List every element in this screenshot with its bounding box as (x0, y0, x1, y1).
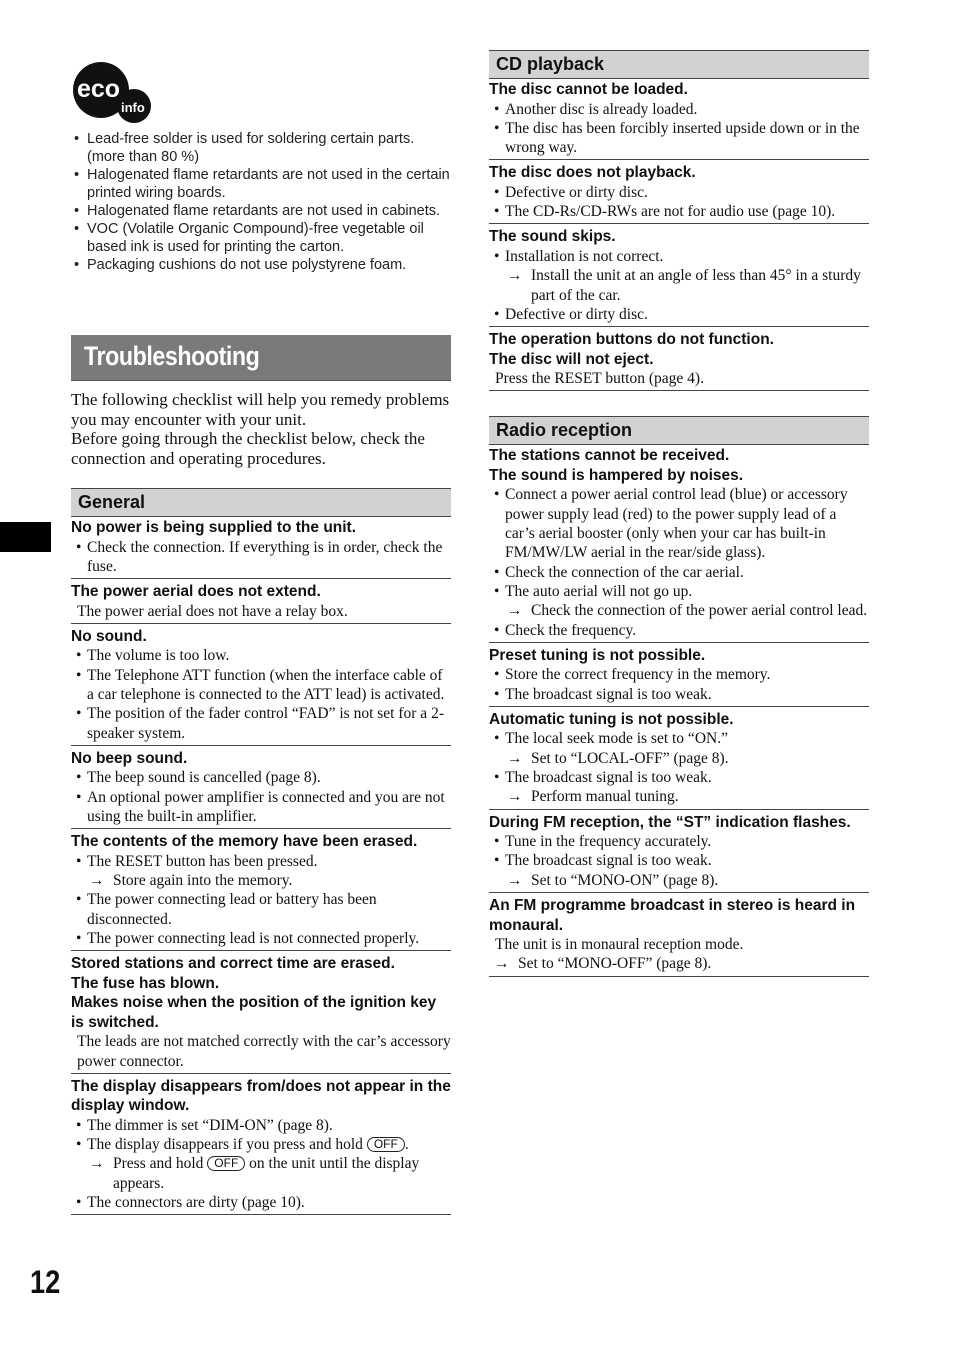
cause-bullet: • Check the connection. If everything is in order, check the fuse. (71, 538, 451, 577)
cause-bullet: • The RESET button has been pressed. (71, 852, 451, 871)
cause-bullet: • Store the correct frequency in the memory. (489, 665, 869, 684)
problem-heading: The sound is hampered by noises. (489, 466, 744, 484)
trouble-item (489, 896, 869, 977)
problem-heading: No beep sound. (71, 749, 188, 767)
cause-bullet: • Check the frequency. (489, 621, 869, 640)
section-heading: CD playback (489, 50, 869, 79)
cause-bullet: • The CD-Rs/CD-RWs are not for audio use (page 10). (489, 202, 869, 221)
section-title-bar (71, 335, 451, 381)
remedy-arrow: → Install the unit at an angle of less than 45° in a sturdy part of the car. (489, 266, 869, 305)
problem-heading: No sound. (71, 627, 147, 645)
eco-logo-word: eco (77, 75, 121, 103)
chapter-tab (0, 522, 51, 552)
problem-heading: During FM reception, the “ST” indication flashes. (489, 813, 851, 831)
eco-info-list (72, 130, 450, 274)
cause-bullet (71, 1135, 451, 1154)
intro-paragraph: Before going through the checklist below, check the connection and operating procedures. (71, 429, 425, 468)
cause-bullet: • The broadcast signal is too weak. (489, 851, 869, 870)
cause-bullet: • The position of the fader control “FAD” is not set for a 2-speaker system. (71, 704, 451, 743)
list-item: • Packaging cushions do not use polystyrene foam. (72, 256, 450, 274)
problem-heading: An FM programme broadcast in stereo is heard in monaural. (489, 897, 856, 934)
problem-heading: Makes noise when the position of the ignition key is switched. (71, 994, 437, 1031)
trouble-item (489, 710, 869, 810)
problem-heading: The disc does not playback. (489, 164, 696, 182)
list-item: • Halogenated flame retardants are not used in cabinets. (72, 202, 450, 220)
problem-heading: The sound skips. (489, 228, 616, 246)
cause-text: The unit is in monaural reception mode. (495, 936, 744, 954)
off-key-symbol: OFF (207, 1156, 245, 1171)
problem-heading: The disc will not eject. (489, 350, 654, 368)
trouble-item (489, 446, 869, 642)
trouble-item (71, 582, 451, 624)
page-title: Troubleshooting (84, 341, 260, 371)
problem-heading: The disc cannot be loaded. (489, 81, 688, 98)
cause-bullet: • The dimmer is set “DIM-ON” (page 8). (71, 1116, 451, 1135)
trouble-item (71, 518, 451, 579)
general-section (71, 488, 451, 1218)
cause-bullet: • The disc has been forcibly inserted upside down or in the wrong way. (489, 119, 869, 158)
cause-bullet: • The broadcast signal is too weak. (489, 685, 869, 704)
trouble-item (71, 832, 451, 951)
right-column (489, 50, 869, 980)
cause-bullet: • The Telephone ATT function (when the interface cable of a car telephone is connected to the ATT lead) is activated. (71, 666, 451, 705)
cause-bullet: • The auto aerial will not go up. (489, 582, 869, 601)
problem-heading: The contents of the memory have been erased. (71, 833, 418, 851)
cause-bullet: • The power connecting lead is not connected properly. (71, 929, 451, 948)
remedy-arrow: → Set to “MONO-OFF” (page 8). (489, 954, 869, 973)
trouble-item (71, 954, 451, 1074)
trouble-item (489, 227, 869, 327)
list-item: • Lead-free solder is used for soldering certain parts. (more than 80 %) (72, 130, 450, 166)
cause-bullet: • Defective or dirty disc. (489, 183, 869, 202)
intro-text (71, 390, 453, 468)
cause-text: Press the RESET button (page 4). (495, 370, 704, 388)
trouble-item (489, 813, 869, 893)
off-key-symbol: OFF (367, 1137, 405, 1152)
cause-bullet: • The beep sound is cancelled (page 8). (71, 768, 451, 787)
cause-bullet: • The connectors are dirty (page 10). (71, 1193, 451, 1212)
problem-heading: Automatic tuning is not possible. (489, 710, 734, 728)
cause-bullet: • The power connecting lead or battery has been disconnected. (71, 890, 451, 929)
problem-heading: No power is being supplied to the unit. (71, 519, 357, 536)
trouble-item (489, 646, 869, 707)
problem-heading: The operation buttons do not function. (489, 331, 774, 349)
trouble-item (71, 1077, 451, 1215)
cause-text: . (404, 1136, 409, 1154)
remedy-arrow: → Set to “LOCAL-OFF” (page 8). (489, 749, 869, 768)
cause-text: The power aerial does not have a relay box. (77, 602, 348, 620)
remedy-arrow: → Store again into the memory. (71, 871, 451, 890)
cause-bullet: • Tune in the frequency accurately. (489, 832, 869, 851)
cause-bullet: • Installation is not correct. (489, 247, 869, 266)
list-item: • Halogenated flame retardants are not used in the certain printed wiring boards. (72, 166, 450, 202)
problem-heading: The display disappears from/does not appear in the display window. (71, 1077, 451, 1115)
page-number: 12 (30, 1264, 61, 1300)
remedy-arrow: → Set to “MONO-ON” (page 8). (489, 871, 869, 890)
problem-heading: Stored stations and correct time are erased. (71, 955, 395, 973)
remedy-arrow (71, 1154, 451, 1193)
section-heading: Radio reception (489, 416, 869, 445)
cause-bullet: • Another disc is already loaded. (489, 100, 869, 119)
problem-heading: The fuse has blown. (71, 974, 220, 992)
eco-info-logo (72, 60, 152, 126)
remedy-arrow: → Perform manual tuning. (489, 787, 869, 806)
cause-bullet: • The local seek mode is set to “ON.” (489, 729, 869, 748)
trouble-item (489, 80, 869, 160)
list-item: • VOC (Volatile Organic Compound)-free vegetable oil based ink is used for printing the carton. (72, 220, 450, 256)
cause-bullet: • Check the connection of the car aerial. (489, 563, 869, 582)
cause-text: The leads are not matched correctly with the car’s accessory power connector. (77, 1033, 451, 1070)
trouble-item (71, 749, 451, 829)
remedy-text: Press and hold (113, 1155, 204, 1173)
eco-logo-sub: info (121, 100, 145, 115)
intro-paragraph: The following checklist will help you remedy problems you may encounter with your unit. (71, 390, 450, 429)
remedy-text: on the unit until the display appears. (113, 1155, 420, 1192)
trouble-item (489, 163, 869, 224)
section-heading: General (71, 488, 451, 517)
trouble-item (489, 330, 869, 391)
problem-heading: The power aerial does not extend. (71, 583, 321, 601)
cause-bullet: • Connect a power aerial control lead (blue) or accessory power supply lead (red) to the power supply lead of a car’s aerial booster (only when your car has built-in FM/MW/LW aerial in the rear/side glass). (489, 485, 869, 562)
problem-heading: Preset tuning is not possible. (489, 646, 706, 664)
cause-bullet: • An optional power amplifier is connected and you are not using the built-in amplifier. (71, 788, 451, 827)
cause-bullet: • The volume is too low. (71, 646, 451, 665)
remedy-arrow: → Check the connection of the power aerial control lead. (489, 601, 869, 620)
cause-bullet: • The broadcast signal is too weak. (489, 768, 869, 787)
cause-bullet: • Defective or dirty disc. (489, 305, 869, 324)
cause-text: The display disappears if you press and hold (87, 1136, 363, 1154)
trouble-item (71, 627, 451, 746)
problem-heading: The stations cannot be received. (489, 447, 730, 465)
